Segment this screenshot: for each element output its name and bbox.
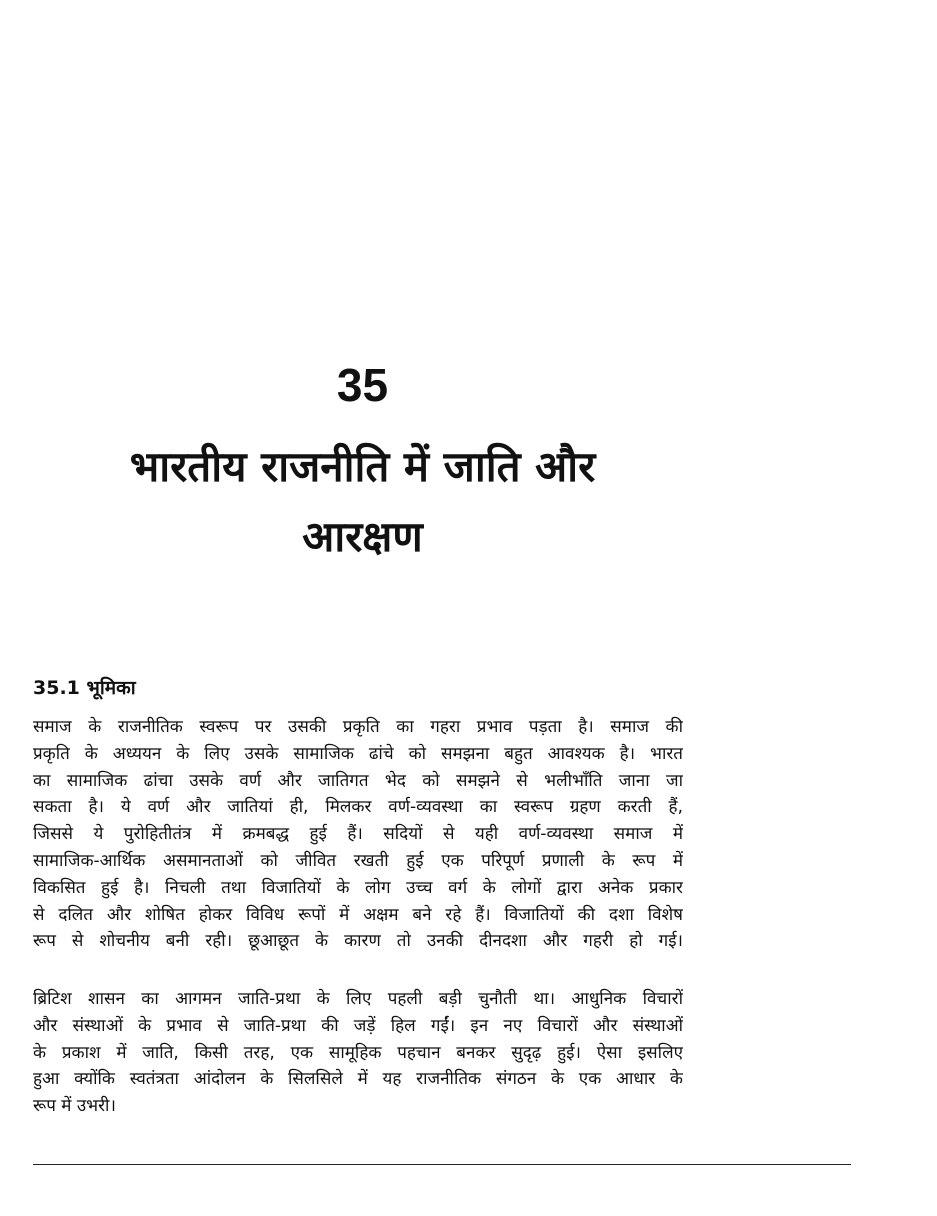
text-line: सकता है। ये वर्ण और जातियां ही, मिलकर वर्ण-व्यवस्था का स्वरूप ग्रहण करती हैं, [33,797,683,818]
text-line: का सामाजिक ढांचा उसके वर्ण और जातिगत भेद को समझने से भलीभाँति जाना जा [33,770,683,791]
section-heading: 35.1 भूमिका [33,677,136,699]
text-line: रूप में उभरी। [33,1096,116,1117]
text-line: ब्रिटिश शासन का आगमन जाति-प्रथा के लिए पहली बड़ी चुनौती था। आधुनिक विचारों [33,989,683,1009]
paragraph-2 [33,986,683,1120]
footer-rule [33,1164,851,1165]
text-line: समाज के राजनीतिक स्वरूप पर उसकी प्रकृति का गहरा प्रभाव पड़ता है। समाज की [33,717,683,737]
text-line: से दलित और शोषित होकर विविध रूपों में अक्षम बने रहे हैं। विजातियों की दशा विशेष [33,904,683,925]
chapter-title-line-2: आरक्षण [302,512,423,561]
text-line: और संस्थाओं के प्रभाव से जाति-प्रथा की जड़ें हिल गईं। इन नए विचारों और संस्थाओं [33,1015,683,1036]
text-line: सामाजिक-आर्थिक असमानताओं को जीवित रखती हुई एक परिपूर्ण प्रणाली के रूप में [33,850,683,871]
text-line: प्रकृति के अध्ययन के लिए उसके सामाजिक ढांचे को समझना बहुत आवश्यक है। भारत [33,743,683,764]
text-line: हुआ क्योंकि स्वतंत्रता आंदोलन के सिलसिले में यह राजनीतिक संगठन के एक आधार के [33,1069,683,1090]
text-line: जिससे ये पुरोहितीतंत्र में क्रमबद्ध हुई हैं। सदियों से यही वर्ण-व्यवस्था समाज में [33,824,683,845]
paragraph-1 [33,714,683,955]
chapter-number: 35 [336,359,389,411]
text-line: के प्रकाश में जाति, किसी तरह, एक सामूहिक पहचान बनकर सुदृढ़ हुई। ऐसा इसलिए [33,1042,683,1063]
text-line: विकसित हुई है। निचली तथा विजातियों के लोग उच्च वर्ग के लोगों द्वारा अनेक प्रकार [33,877,683,898]
text-line: रूप से शोचनीय बनी रही। छूआछूत के कारण तो उनकी दीनदशा और गहरी हो गई। [33,931,683,952]
chapter-title-line-1: भारतीय राजनीति में जाति और [129,442,596,491]
